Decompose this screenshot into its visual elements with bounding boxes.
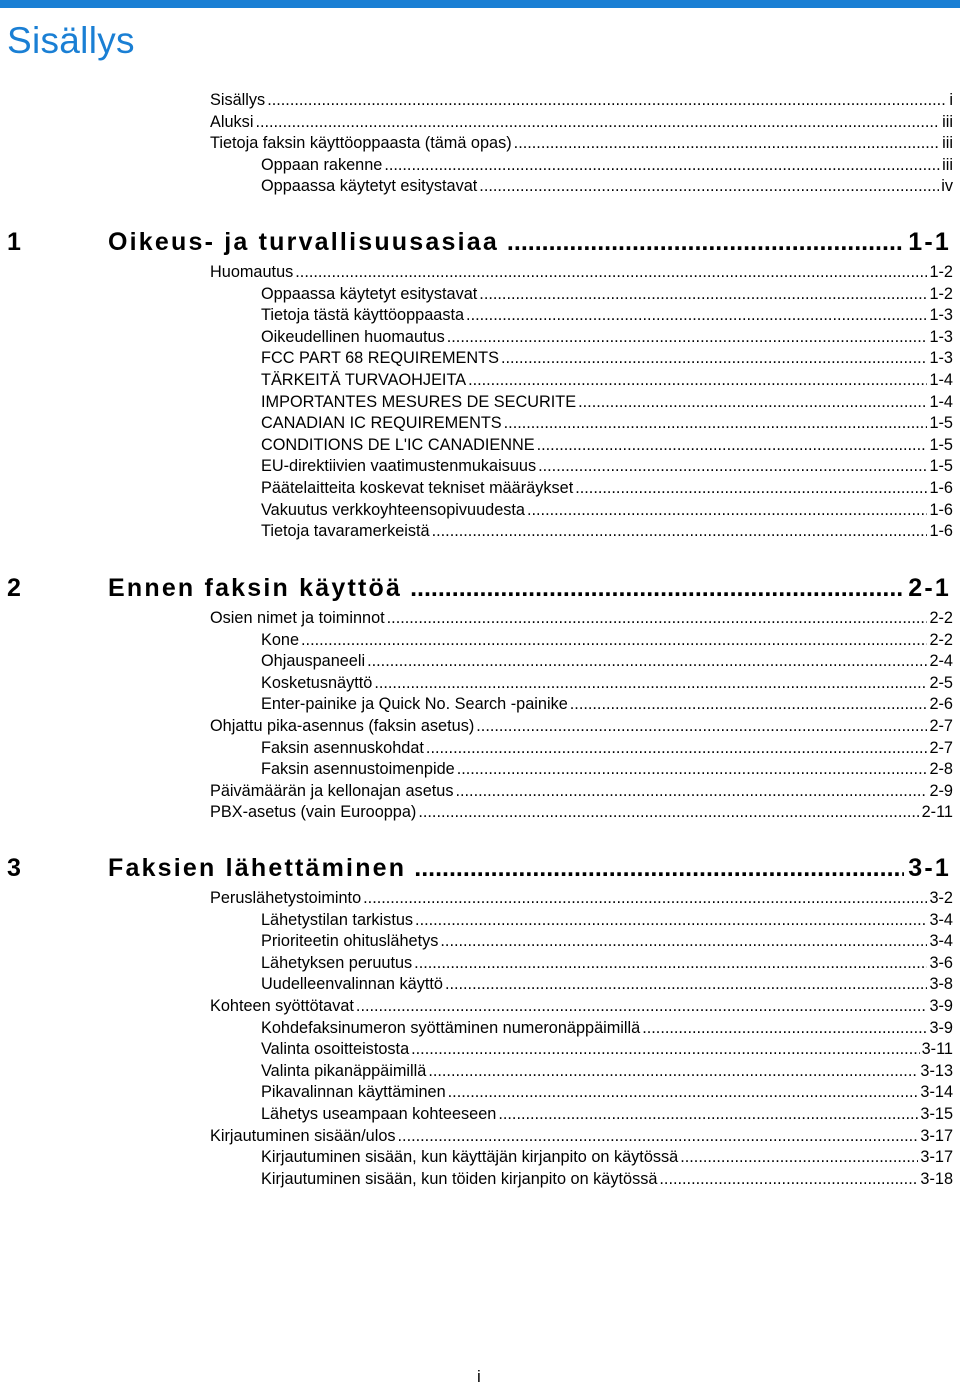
toc-entry-label: Faksin asennustoimenpide	[261, 760, 455, 779]
toc-entry-page: 2-4	[929, 652, 953, 671]
toc-entry-label: Kohteen syöttötavat	[210, 997, 354, 1015]
toc-entry[interactable]	[210, 783, 953, 799]
toc-entry-page: 2-9	[929, 781, 953, 800]
toc-entry-page: 3-4	[929, 932, 953, 951]
toc-entry-page: 1-2	[929, 263, 953, 281]
toc-entry-label: Valinta pikanäppäimillä	[261, 1061, 427, 1080]
toc-entry[interactable]	[261, 675, 953, 691]
toc-entry-label: FCC PART 68 REQUIREMENTS	[261, 349, 499, 368]
chapter-page: 3-1	[908, 854, 951, 882]
toc-entry-label: CANADIAN IC REQUIREMENTS	[261, 414, 502, 433]
dot-leader	[411, 1041, 919, 1057]
toc-entry-label: Peruslähetystoiminto	[210, 889, 362, 907]
toc-entry[interactable]	[261, 307, 953, 323]
title-bar	[0, 0, 960, 8]
dot-leader	[398, 1128, 919, 1144]
dot-leader	[384, 157, 940, 173]
toc-entry-label: TÄRKEITÄ TURVAOHJEITA	[261, 371, 467, 389]
dot-leader	[504, 415, 928, 431]
toc-entry[interactable]	[261, 502, 953, 518]
dot-leader	[570, 696, 928, 712]
toc-entry-label: Aluksi	[210, 112, 254, 131]
dot-leader	[642, 1020, 927, 1036]
dot-leader	[479, 178, 939, 194]
toc-entry[interactable]	[210, 998, 953, 1014]
dot-leader	[538, 458, 927, 474]
toc-entry-page: 3-2	[929, 889, 953, 907]
toc-entry[interactable]	[261, 696, 953, 712]
toc-entry-label: Valinta osoitteistosta	[261, 1040, 410, 1059]
toc-entry[interactable]	[261, 1149, 953, 1165]
toc-entry-page: 1-3	[929, 349, 953, 368]
dot-leader	[445, 976, 928, 992]
toc-entry-label: Enter-painike ja Quick No. Search -painike	[261, 695, 568, 714]
toc-entry[interactable]	[261, 350, 953, 366]
toc-entry-page: 3-13	[920, 1061, 953, 1080]
dot-leader	[301, 632, 927, 648]
toc-entry-page: 1-6	[929, 522, 953, 541]
dot-leader	[514, 135, 940, 151]
toc-entry-page: 2-11	[921, 803, 953, 822]
toc-entry[interactable]	[210, 890, 953, 906]
dot-leader	[432, 523, 928, 539]
toc-entry-label: Lähetystilan tarkistus	[261, 910, 414, 929]
dot-leader	[575, 480, 927, 496]
dot-leader	[428, 1063, 918, 1079]
page-title: Sisällys	[7, 20, 135, 61]
dot-leader	[468, 372, 927, 388]
toc-entry[interactable]	[210, 718, 953, 734]
toc-entry[interactable]	[261, 178, 953, 194]
toc-entry-label: Kosketusnäyttö	[261, 673, 373, 692]
toc-entry-label: Oikeudellinen huomautus	[261, 327, 445, 346]
toc-entry[interactable]	[261, 632, 953, 648]
toc-entry-page: 1-5	[929, 435, 953, 454]
toc-entry-page: 2-8	[929, 760, 953, 779]
chapter-title: Ennen faksin käyttöä	[108, 574, 403, 602]
toc-entry[interactable]	[261, 976, 953, 992]
toc-entry-page: 1-6	[929, 479, 953, 497]
dot-leader	[440, 933, 927, 949]
toc-entry-page: iv	[941, 177, 953, 196]
dot-leader	[426, 740, 928, 756]
toc-entry[interactable]	[261, 286, 953, 302]
toc-entry[interactable]	[210, 610, 953, 626]
toc-entry-label: Ohjauspaneeli	[261, 652, 366, 671]
toc-entry-page: 3-17	[920, 1126, 953, 1145]
toc-entry-page: iii	[942, 112, 953, 131]
toc-entry-page: 2-6	[929, 695, 953, 714]
toc-entry-page: 2-2	[929, 630, 953, 649]
toc-entry-label: Kirjautuminen sisään, kun töiden kirjanpito on käytössä	[261, 1169, 658, 1188]
toc-entry-label: Oppaassa käytetyt esitystavat	[261, 284, 478, 303]
toc-entry-label: Vakuutus verkkoyhteensopivuudesta	[261, 500, 525, 519]
toc-entry-page: 3-9	[929, 997, 953, 1015]
toc-entry-label: Huomautus	[210, 263, 294, 281]
chapter-title: Faksien lähettäminen	[108, 854, 407, 882]
dot-leader	[680, 1149, 918, 1165]
toc-entry-page: 2-5	[929, 673, 953, 692]
toc-entry[interactable]	[261, 415, 953, 431]
dot-leader	[414, 955, 927, 971]
dot-leader	[410, 576, 904, 601]
toc-entry[interactable]	[261, 933, 953, 949]
dot-leader	[415, 912, 927, 928]
toc-entry[interactable]	[261, 523, 953, 539]
toc-entry[interactable]	[210, 804, 953, 820]
toc-entry-page: 3-6	[929, 953, 953, 972]
chapter-heading[interactable]	[0, 230, 960, 260]
toc-entry[interactable]	[261, 1171, 953, 1187]
toc-entry[interactable]	[261, 437, 953, 453]
toc-entry-label: Kohdefaksinumeron syöttäminen numeronäppäimillä	[261, 1018, 641, 1037]
toc-entry-label: Kone	[261, 630, 300, 649]
toc-entry[interactable]	[261, 1084, 953, 1100]
toc-entry-page: 3-8	[929, 975, 953, 994]
dot-leader	[479, 286, 927, 302]
toc-entry-label: Kirjautuminen sisään, kun käyttäjän kirjanpito on käytössä	[261, 1148, 679, 1167]
toc-entry-page: 1-4	[929, 371, 953, 389]
toc-entry-label: PBX-asetus (vain Eurooppa)	[210, 803, 417, 822]
toc-entry-page: 1-4	[929, 392, 953, 411]
toc-entry[interactable]	[261, 480, 953, 496]
toc-entry[interactable]	[210, 114, 953, 130]
toc-entry-page: 3-11	[921, 1040, 953, 1059]
chapter-row	[108, 230, 951, 255]
toc-entry-page: i	[949, 91, 953, 109]
toc-entry-page: 1-2	[929, 284, 953, 303]
dot-leader	[255, 114, 940, 130]
toc-entry[interactable]	[261, 740, 953, 756]
toc-entry-label: Ohjattu pika-asennus (faksin asetus)	[210, 717, 475, 735]
toc-entry-page: 2-7	[929, 738, 953, 757]
dot-leader	[498, 1106, 918, 1122]
dot-leader	[387, 610, 928, 626]
chapter-page: 2-1	[908, 574, 951, 602]
toc-entry-label: CONDITIONS DE L'IC CANADIENNE	[261, 435, 535, 454]
toc-entry-page: 2-7	[929, 717, 953, 735]
toc-entry[interactable]	[261, 157, 953, 173]
toc-entry-label: EU-direktiivien vaatimustenmukaisuus	[261, 457, 537, 476]
toc-entry[interactable]	[261, 1063, 953, 1079]
toc-entry-label: Prioriteetin ohituslähetys	[261, 932, 439, 951]
dot-leader	[501, 350, 928, 366]
toc-entry-label: Sisällys	[210, 91, 266, 109]
toc-entry-page: 1-5	[929, 457, 953, 476]
dot-leader	[527, 502, 927, 518]
dot-leader	[659, 1171, 918, 1187]
toc-entry[interactable]	[261, 653, 953, 669]
toc-entry-label: Tietoja tavaramerkeistä	[261, 522, 430, 541]
toc-entry-label: Uudelleenvalinnan käyttö	[261, 975, 443, 994]
toc-entry-page: 1-3	[929, 306, 953, 325]
toc-entry[interactable]	[210, 1128, 953, 1144]
chapter-heading[interactable]	[0, 576, 960, 606]
toc-entry-label: Päivämäärän ja kellonajan asetus	[210, 781, 454, 800]
toc-entry-label: Kirjautuminen sisään/ulos	[210, 1126, 396, 1145]
dot-leader	[457, 761, 928, 777]
dot-leader	[414, 856, 904, 881]
chapter-number: 1	[7, 228, 24, 256]
toc-entry-page: 3-4	[929, 910, 953, 929]
toc-entry-page: 3-9	[929, 1018, 953, 1037]
toc-entry[interactable]	[261, 912, 953, 928]
toc-entry-page: 3-14	[920, 1083, 953, 1102]
chapter-number: 2	[7, 574, 24, 602]
dot-leader	[537, 437, 928, 453]
dot-leader	[476, 718, 927, 734]
chapter-title: Oikeus- ja turvallisuusasiaa	[108, 228, 499, 256]
toc-entry[interactable]	[261, 1041, 953, 1057]
toc-entry-label: Tietoja faksin käyttöoppaasta (tämä opas)	[210, 134, 512, 153]
toc-entry[interactable]	[261, 1106, 953, 1122]
toc-entry-label: Lähetys useampaan kohteeseen	[261, 1105, 497, 1123]
toc-entry-page: 1-3	[929, 327, 953, 346]
chapter-row	[108, 856, 951, 881]
chapter-row	[108, 576, 951, 601]
dot-leader	[295, 264, 927, 280]
chapter-number: 3	[7, 854, 24, 882]
toc-entry-label: IMPORTANTES MESURES DE SECURITE	[261, 392, 577, 411]
toc-entry-page: 1-6	[929, 500, 953, 519]
dot-leader	[466, 307, 927, 323]
toc-entry[interactable]	[261, 372, 953, 388]
toc-entry-label: Päätelaitteita koskevat tekniset määräykset	[261, 479, 574, 497]
dot-leader	[374, 675, 927, 691]
dot-leader	[418, 804, 919, 820]
toc-entry[interactable]	[261, 1020, 953, 1036]
toc-entry-label: Osien nimet ja toiminnot	[210, 609, 385, 627]
chapter-heading[interactable]	[0, 856, 960, 886]
toc-entry[interactable]	[261, 955, 953, 971]
toc-entry[interactable]	[210, 264, 953, 280]
toc-entry-page: 3-18	[920, 1169, 953, 1188]
dot-leader	[367, 653, 927, 669]
page-number: i	[477, 1367, 481, 1386]
toc-entry-label: Lähetyksen peruutus	[261, 953, 413, 972]
toc-entry-page: 3-15	[920, 1105, 953, 1123]
toc-entry[interactable]	[261, 329, 953, 345]
toc-entry-label: Pikavalinnan käyttäminen	[261, 1083, 446, 1102]
dot-leader	[447, 329, 928, 345]
toc-entry[interactable]	[261, 458, 953, 474]
toc-entry-label: Oppaassa käytetyt esitystavat	[261, 177, 478, 196]
toc-entry[interactable]	[261, 394, 953, 410]
toc-entry-label: Faksin asennuskohdat	[261, 738, 424, 757]
toc-entry-page: 3-17	[920, 1148, 953, 1167]
toc-entry-page: iii	[942, 134, 953, 153]
chapter-page: 1-1	[908, 228, 951, 256]
dot-leader	[363, 890, 927, 906]
toc-entry-page: 2-2	[929, 609, 953, 627]
toc-entry[interactable]	[261, 761, 953, 777]
dot-leader	[448, 1084, 919, 1100]
dot-leader	[455, 783, 927, 799]
toc-entry[interactable]	[210, 92, 953, 108]
toc-entry[interactable]	[210, 135, 953, 151]
dot-leader	[267, 92, 947, 108]
toc-entry-label: Tietoja tästä käyttöoppaasta	[261, 306, 465, 325]
toc-entry-page: iii	[942, 155, 953, 174]
dot-leader	[578, 394, 927, 410]
toc-entry-page: 1-5	[929, 414, 953, 433]
dot-leader	[356, 998, 928, 1014]
toc-entry-label: Oppaan rakenne	[261, 155, 383, 174]
dot-leader	[507, 230, 904, 255]
